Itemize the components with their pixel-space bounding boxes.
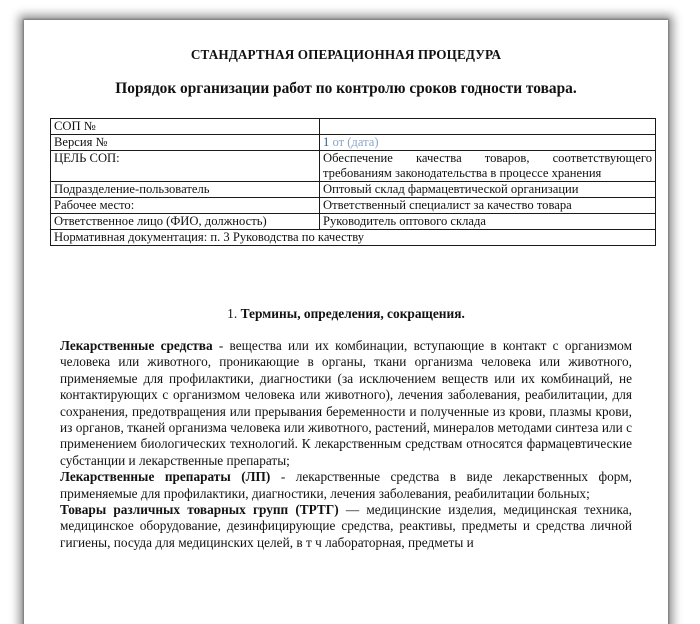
definition-paragraph bbox=[60, 502, 632, 551]
document-title: СТАНДАРТНАЯ ОПЕРАЦИОННАЯ ПРОЦЕДУРА bbox=[190, 47, 502, 62]
definition-term: Лекарственные препараты (ЛП) bbox=[60, 469, 271, 485]
version-number: 1 bbox=[323, 135, 330, 149]
definition-term: Лекарственные средства bbox=[60, 338, 213, 353]
document-page bbox=[24, 20, 668, 624]
regulatory-docs: Нормативная документация: п. 3 Руководства по качеству bbox=[51, 230, 656, 246]
workplace-label: Рабочее место: bbox=[51, 198, 320, 214]
sop-goal-label: ЦЕЛЬ СОП: bbox=[51, 151, 320, 182]
responsible-person-value: Руководитель оптового склада bbox=[320, 214, 656, 230]
responsible-person-label: Ответственное лицо (ФИО, должность) bbox=[51, 214, 320, 230]
table-row bbox=[51, 119, 656, 135]
version-date-placeholder: от (дата) bbox=[332, 135, 379, 149]
sop-meta-table bbox=[50, 118, 656, 246]
table-row bbox=[51, 135, 656, 151]
user-department-label: Подразделение-пользователь bbox=[51, 182, 320, 198]
definition-paragraph bbox=[60, 338, 632, 469]
version-value bbox=[320, 135, 656, 151]
workplace-value: Ответственный специалист за качество товара bbox=[320, 198, 656, 214]
section-number: 1. bbox=[227, 306, 238, 321]
sop-goal-value: Обеспечение качества товаров, соответствующего требованиям законодательства в процессе хранения bbox=[320, 151, 656, 182]
table-row bbox=[51, 151, 656, 182]
definition-text: — медицинские изделия, медицинская техника, медицинское оборудование, дезинфицирующие средства, реактивы, предметы и средства личной гигиены, посуда для медицинских целей, в т ч лабораторная, предметы и bbox=[60, 502, 632, 550]
user-department-value: Оптовый склад фармацевтической организации bbox=[320, 182, 656, 198]
version-label: Версия № bbox=[51, 135, 320, 151]
sop-number-value bbox=[320, 119, 656, 135]
table-row bbox=[51, 198, 656, 214]
section-title: Термины, определения, сокращения. bbox=[240, 306, 465, 321]
table-row bbox=[51, 182, 656, 198]
definition-term: Товары различных товарных групп (ТРТГ) bbox=[60, 502, 339, 518]
document-subtitle: Порядок организации работ по контролю сроков годности товара. bbox=[115, 80, 577, 97]
sop-number-label: СОП № bbox=[51, 119, 320, 135]
section-heading bbox=[24, 306, 668, 322]
table-row bbox=[51, 214, 656, 230]
table-row bbox=[51, 230, 656, 246]
definition-paragraph bbox=[60, 469, 632, 502]
definitions-body bbox=[60, 338, 632, 551]
definition-text: - вещества или их комбинации, вступающие в контакт с организмом человека или животного, проникающие в органы, ткани организма человека или животного, применяемые для профилактики, диагностики (за исключением веществ или их комбинаций, не контактирующих с организмом человека или животного), лечения заболевания, реабилитации, для сохранения, предотвращения или прерывания беременности и полученные из крови, плазмы крови, из органов, тканей организма человека или животного, растений, минералов методами синтеза или с применением биологических технологий. К лекарственным средствам относятся фармацевтические субстанции и лекарственные препараты; bbox=[60, 338, 632, 468]
definition-text: - лекарственные средства в виде лекарственных форм, применяемые для профилактики, диагностики, лечения заболевания, реабилитации больных; bbox=[60, 469, 632, 501]
